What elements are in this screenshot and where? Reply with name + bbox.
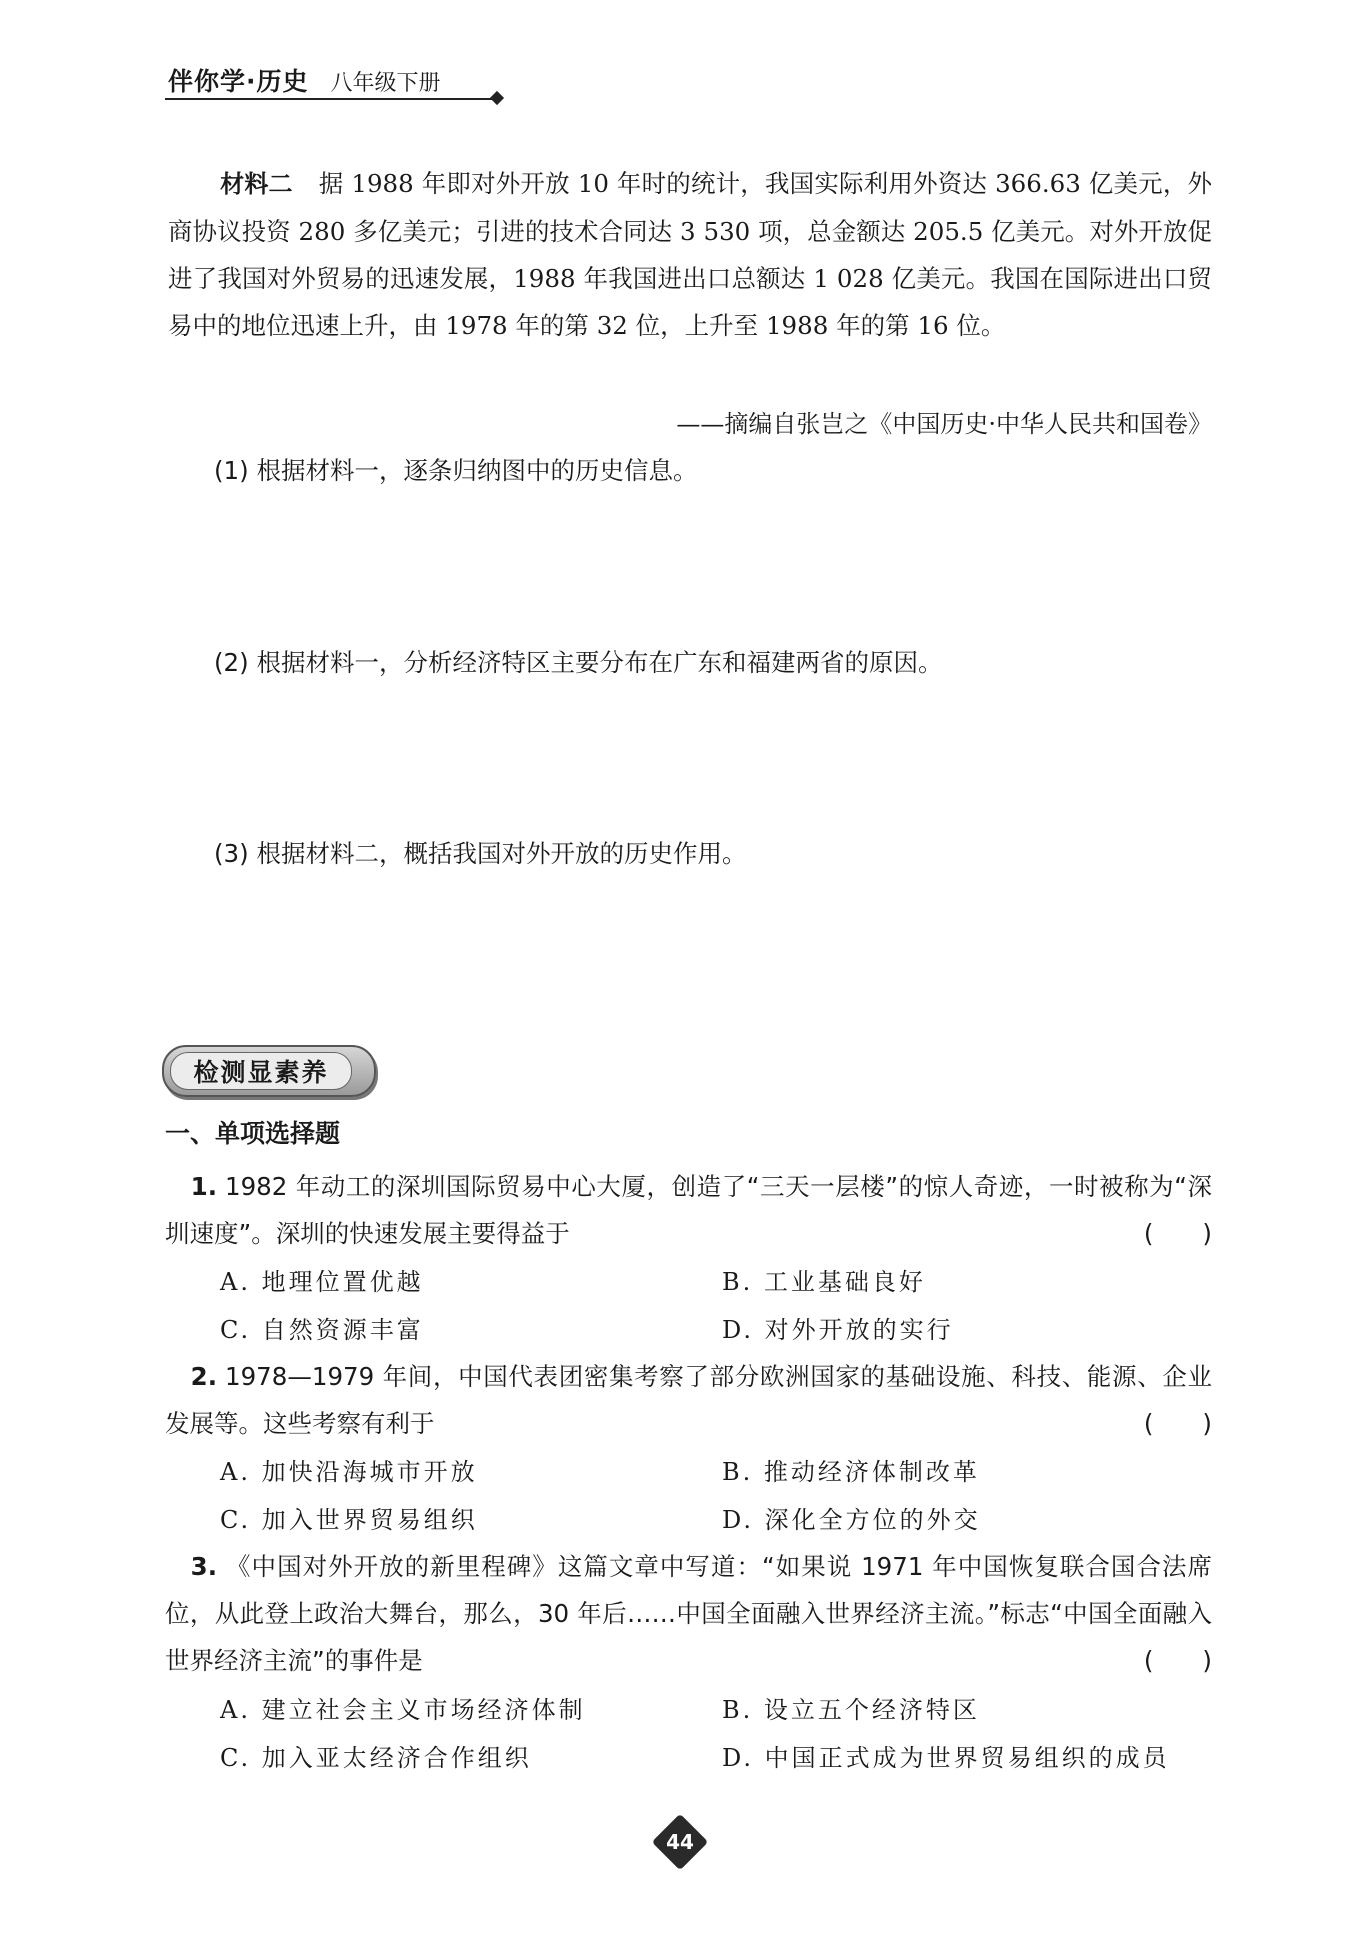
mcq-1-option-b[interactable]: B. 工业基础良好: [722, 1268, 926, 1296]
mcq-1-text: 1982 年动工的深圳国际贸易中心大厦，创造了“三天一层楼”的惊人奇迹，一时被称为“深圳速度”。深圳的快速发展主要得益于: [165, 1172, 1212, 1248]
question-3: (3) 根据材料二，概括我国对外开放的历史作用。: [214, 839, 747, 868]
mcq-2-option-a[interactable]: A. 加快沿海城市开放: [220, 1458, 478, 1486]
mcq-3-text: 《中国对外开放的新里程碑》这篇文章中写道：“如果说 1971 年中国恢复联合国合法席位，从此登上政治大舞台，那么，30 年后……中国全面融入世界经济主流。”标志“中国全面融入世界经济主流”的事件是: [165, 1552, 1212, 1675]
material-two-label: 材料二: [220, 170, 293, 198]
mcq-1-stem: [165, 1163, 1212, 1257]
mcq-2-number: 2.: [190, 1362, 217, 1391]
mcq-3-stem: [165, 1543, 1212, 1684]
grade-label: 八年级下册: [330, 71, 441, 96]
section-banner: [162, 1045, 376, 1097]
header-rule: [165, 98, 497, 100]
material-two-paragraph: [168, 160, 1212, 349]
mcq-3-answer-blank[interactable]: ( ): [1143, 1646, 1212, 1675]
mcq-1-option-a[interactable]: A. 地理位置优越: [220, 1268, 424, 1296]
header-diamond-icon: [490, 91, 504, 105]
mcq-2-answer-blank[interactable]: ( ): [1143, 1409, 1212, 1438]
material-two-text: 据 1988 年即对外开放 10 年时的统计，我国实际利用外资达 366.63 亿美元，外商协议投资 280 多亿美元；引进的技术合同达 3 530 项，总金额达 205.5 亿美元。对外开放促进了我国对外贸易的迅速发展，1988 年我国进出口总额达 1 028 亿美元。我国在国际进出口贸易中的地位迅速上升，由 1978 年的第 32 位，上升至 1988 年的第 16 位。: [168, 169, 1213, 340]
page-number: 44: [666, 1830, 694, 1854]
mcq-3-number: 3.: [190, 1552, 217, 1581]
category-heading: 一、单项选择题: [165, 1119, 341, 1148]
running-header: [168, 62, 441, 102]
material-two-source: ——摘编自张岂之《中国历史·中华人民共和国卷》: [676, 410, 1212, 438]
question-2: (2) 根据材料一，分析经济特区主要分布在广东和福建两省的原因。: [214, 648, 943, 677]
mcq-3-option-a[interactable]: A. 建立社会主义市场经济体制: [220, 1696, 586, 1724]
section-title: 检测显素养: [193, 1058, 329, 1087]
mcq-2-stem: [165, 1353, 1212, 1447]
mcq-2-option-b[interactable]: B. 推动经济体制改革: [722, 1458, 980, 1486]
mcq-1-answer-blank[interactable]: ( ): [1143, 1219, 1212, 1248]
question-1: (1) 根据材料一，逐条归纳图中的历史信息。: [214, 456, 698, 485]
mcq-3-option-b[interactable]: B. 设立五个经济特区: [722, 1696, 980, 1724]
mcq-1-number: 1.: [190, 1172, 217, 1201]
mcq-2-option-d[interactable]: D. 深化全方位的外交: [722, 1506, 981, 1534]
mcq-3-option-c[interactable]: C. 加入亚太经济合作组织: [220, 1744, 532, 1772]
mcq-2-option-c[interactable]: C. 加入世界贸易组织: [220, 1506, 478, 1534]
mcq-1-option-d[interactable]: D. 对外开放的实行: [722, 1316, 954, 1344]
mcq-2-text: 1978—1979 年间，中国代表团密集考察了部分欧洲国家的基础设施、科技、能源、企业发展等。这些考察有利于: [165, 1362, 1212, 1438]
mcq-3-option-d[interactable]: D. 中国正式成为世界贸易组织的成员: [722, 1744, 1170, 1772]
mcq-1-option-c[interactable]: C. 自然资源丰富: [220, 1316, 424, 1344]
book-title: 伴你学·历史: [168, 67, 309, 96]
